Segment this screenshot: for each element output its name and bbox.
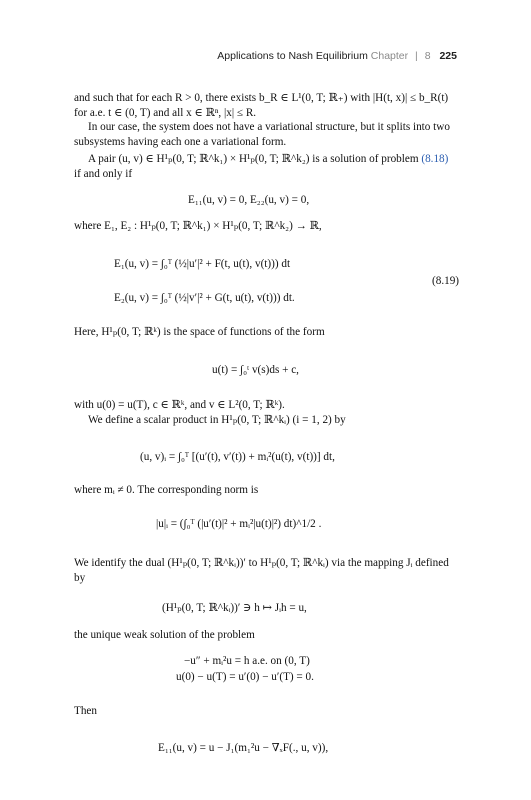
equation-u: u(t) = ∫₀ᵗ v(s)ds + c, (212, 364, 299, 376)
paragraph-4: where E₁, E₂ : H¹ₚ(0, T; ℝ^k₁) × H¹ₚ(0, T; ℝ^k₂) → ℝ, (74, 220, 322, 232)
header-separator: | (415, 50, 418, 62)
paragraph-3 (74, 152, 457, 181)
paragraph-2: In our case, the system does not have a variational structure, but it splits into two subsystems having each one a variational form. (74, 121, 450, 148)
running-header (217, 50, 457, 62)
header-chapter-label: Chapter (370, 50, 409, 62)
paragraph-7: We define a scalar product in H¹ₚ(0, T; ℝ^kᵢ) (i = 1, 2) by (88, 414, 346, 426)
paragraph-8: where mᵢ ≠ 0. The corresponding norm is (74, 484, 259, 496)
paragraph-1: and such that for each R > 0, there exists b_R ∈ L¹(0, T; ℝ₊) with |H(t, x)| ≤ b_R(t) for a.e. t ∈ (0, T) and all x ∈ ℝⁿ, |x| ≤ R. (74, 92, 449, 119)
equation-number: (8.19) (432, 275, 460, 287)
equation-scalar-product: (u, v)ᵢ = ∫₀ᵀ [(u′(t), v′(t)) + mᵢ²(u(t), v(t))] dt, (140, 451, 335, 463)
equation-e2: E₂(u, v) = ∫₀ᵀ (½|v′|² + G(t, u(t), v(t))) dt. (114, 292, 295, 304)
header-title: Applications to Nash Equilibrium (217, 50, 368, 62)
equation-e11: E₁₁(u, v) = u − J₁(m₁²u − ∇ₓF(., u, v)), (158, 742, 329, 754)
equation-main: E₁₁(u, v) = 0, E₂₂(u, v) = 0, (188, 194, 310, 206)
header-chapter-number: 8 (424, 50, 431, 62)
equation-norm: |u|ᵢ = (∫₀ᵀ (|u′(t)|² + mᵢ²|u(t)|²) dt)^1/2 . (156, 518, 322, 530)
equation-reference-link[interactable]: (8.18) (421, 153, 449, 165)
paragraph-3-text: A pair (u, v) ∈ H¹ₚ(0, T; ℝ^k₁) × H¹ₚ(0, T; ℝ^k₂) is a solution of problem (88, 153, 422, 165)
paragraph-11: Then (74, 705, 97, 717)
equation-e1: E₁(u, v) = ∫₀ᵀ (½|u′|² + F(t, u(t), v(t))) dt (114, 258, 291, 270)
equation-problem-line-1: −u″ + mᵢ²u = h a.e. on (0, T) (184, 655, 310, 667)
paragraph-9: We identify the dual (H¹ₚ(0, T; ℝ^kᵢ))′ to H¹ₚ(0, T; ℝ^kᵢ) via the mapping Jᵢ defined by (74, 557, 449, 584)
paragraph-10: the unique weak solution of the problem (74, 629, 255, 641)
paragraph-5: Here, H¹ₚ(0, T; ℝᵏ) is the space of functions of the form (74, 326, 325, 338)
page-number: 225 (439, 50, 457, 62)
equation-mapping: (H¹ₚ(0, T; ℝ^kᵢ))′ ∋ h ↦ Jᵢh = u, (162, 602, 307, 614)
paragraph-3-tail: if and only if (74, 167, 133, 180)
equation-problem-line-2: u(0) − u(T) = u′(0) − u′(T) = 0. (176, 671, 314, 683)
paragraph-6: with u(0) = u(T), c ∈ ℝᵏ, and v ∈ L²(0, T; ℝᵏ). (74, 399, 285, 411)
